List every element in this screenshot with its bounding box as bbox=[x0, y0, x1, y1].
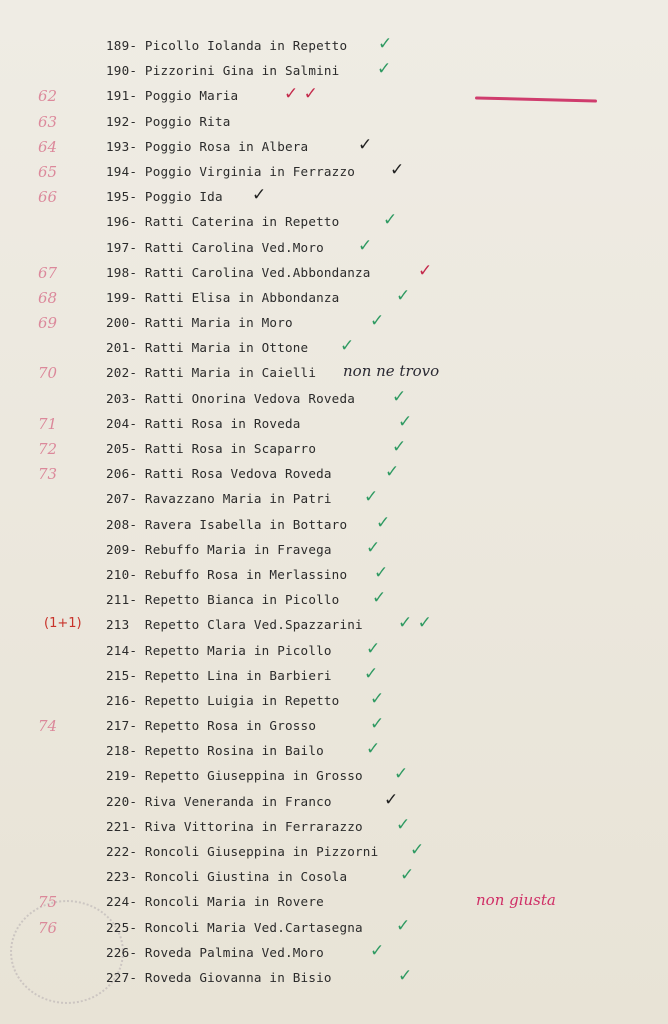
checkmark-icon: ✓ bbox=[398, 965, 413, 986]
margin-number: 68 bbox=[38, 288, 58, 307]
list-item bbox=[0, 512, 668, 540]
margin-number: 76 bbox=[38, 918, 58, 937]
checkmark-icon: ✓ bbox=[384, 789, 399, 810]
list-item bbox=[0, 867, 668, 892]
entry-text: 214- Repetto Maria in Picollo bbox=[106, 642, 332, 658]
list-item bbox=[0, 741, 668, 766]
margin-number: 67 bbox=[38, 263, 58, 282]
entry-text: 222- Roncoli Giuseppina in Pizzorni bbox=[106, 844, 379, 859]
entry-text: 216- Repetto Luigia in Repetto bbox=[106, 692, 340, 708]
checkmark-icon: ✓ bbox=[385, 462, 400, 483]
list-item bbox=[0, 134, 668, 162]
entry-text: 226- Roveda Palmina Ved.Moro bbox=[106, 944, 324, 960]
list-item bbox=[0, 940, 668, 968]
list-item bbox=[0, 842, 668, 867]
list-item bbox=[0, 590, 668, 615]
checkmark-icon: ✓ bbox=[366, 537, 381, 558]
entry-text: 192- Poggio Rita bbox=[106, 113, 231, 129]
list-item bbox=[0, 537, 668, 565]
entry-text: 199- Ratti Elisa in Abbondanza bbox=[106, 289, 340, 305]
strike-line bbox=[475, 97, 597, 103]
list-item bbox=[0, 260, 668, 288]
entry-text: 215- Repetto Lina in Barbieri bbox=[106, 667, 332, 683]
checkmark-icon: ✓ bbox=[377, 59, 392, 80]
entry-text: 221- Riva Vittorina in Ferrarazzo bbox=[106, 818, 363, 834]
checkmark-icon: ✓ bbox=[418, 260, 433, 281]
entry-text: 198- Ratti Carolina Ved.Abbondanza bbox=[106, 264, 371, 280]
list-item bbox=[0, 313, 668, 338]
checkmark-icon: ✓ bbox=[390, 159, 405, 180]
checkmark-icon: ✓ bbox=[376, 512, 391, 533]
entry-text: 213 Repetto Clara Ved.Spazzarini bbox=[106, 617, 363, 633]
list-item bbox=[0, 464, 668, 489]
margin-number: 71 bbox=[38, 414, 58, 433]
entry-text: 218- Repetto Rosina in Bailo bbox=[106, 743, 324, 759]
checkmark-icon: ✓ bbox=[396, 915, 411, 936]
entry-text: 207- Ravazzano Maria in Patri bbox=[106, 491, 332, 507]
entry-text: 194- Poggio Virginia in Ferrazzo bbox=[106, 163, 356, 179]
checkmark-icon: ✓ bbox=[396, 814, 411, 835]
checkmark-icon: ✓ bbox=[392, 437, 407, 457]
list-item bbox=[0, 615, 668, 640]
checkmark-icon: ✓ bbox=[378, 34, 393, 54]
entry-text: 195- Poggio Ida bbox=[106, 189, 223, 205]
margin-number: 65 bbox=[38, 162, 58, 181]
margin-number: 62 bbox=[38, 87, 58, 106]
margin-number: 66 bbox=[38, 188, 58, 207]
list-item bbox=[0, 386, 668, 414]
entry-text: 189- Picollo Iolanda in Repetto bbox=[106, 38, 348, 53]
list-item bbox=[0, 439, 668, 464]
checkmark-icon: ✓ bbox=[370, 688, 385, 709]
list-item bbox=[0, 36, 668, 61]
entry-text: 223- Roncoli Giustina in Cosola bbox=[106, 869, 348, 885]
checkmark-icon: ✓ bbox=[410, 840, 425, 860]
margin-number: 74 bbox=[38, 717, 58, 736]
checkmark-icon: ✓ bbox=[392, 386, 407, 407]
list-item bbox=[0, 638, 668, 666]
entry-text: 209- Rebuffo Maria in Fravega bbox=[106, 541, 332, 557]
entry-text: 206- Ratti Rosa Vedova Roveda bbox=[106, 466, 332, 482]
checkmark-icon: ✓ bbox=[364, 487, 379, 508]
entry-text: 196- Ratti Caterina in Repetto bbox=[106, 214, 340, 230]
list-item bbox=[0, 159, 668, 187]
entry-text: 210- Rebuffo Rosa in Merlassino bbox=[106, 566, 348, 582]
list-item bbox=[0, 187, 668, 212]
name-list bbox=[0, 36, 668, 993]
margin-number: 73 bbox=[38, 465, 58, 484]
checkmark-icon: ✓ bbox=[366, 739, 381, 760]
checkmark-icon: ✓ bbox=[383, 210, 398, 231]
list-item bbox=[0, 235, 668, 263]
checkmark-icon: ✓ bbox=[370, 714, 385, 735]
checkmark-icon: ✓ ✓ bbox=[284, 84, 318, 105]
list-item bbox=[0, 86, 668, 111]
list-item bbox=[0, 411, 668, 439]
list-item bbox=[0, 112, 668, 137]
entry-text: 208- Ravera Isabella in Bottaro bbox=[106, 516, 348, 532]
checkmark-icon: ✓ bbox=[398, 411, 413, 432]
list-item bbox=[0, 789, 668, 817]
entry-text: 200- Ratti Maria in Moro bbox=[106, 315, 293, 331]
list-item bbox=[0, 965, 668, 993]
checkmark-icon: ✓ bbox=[340, 336, 355, 357]
margin-number: 70 bbox=[38, 364, 58, 383]
entry-text: 227- Roveda Giovanna in Bisio bbox=[106, 969, 332, 985]
checkmark-icon: ✓ bbox=[374, 562, 389, 583]
margin-number: 64 bbox=[38, 137, 58, 156]
checkmark-icon: ✓ bbox=[396, 285, 411, 306]
entry-text: 204- Ratti Rosa in Roveda bbox=[106, 415, 301, 431]
entry-text: 202- Ratti Maria in Caielli bbox=[106, 365, 317, 381]
checkmark-icon: ✓ bbox=[370, 311, 385, 332]
margin-number: 72 bbox=[38, 440, 58, 458]
list-item bbox=[0, 562, 668, 590]
list-item bbox=[0, 892, 668, 917]
list-item bbox=[0, 814, 668, 842]
entry-text: 224- Roncoli Maria in Rovere bbox=[106, 894, 324, 910]
checkmark-icon: ✓ bbox=[252, 185, 267, 206]
list-item bbox=[0, 766, 668, 791]
list-item bbox=[0, 212, 668, 237]
entry-text: 191- Poggio Maria bbox=[106, 88, 239, 104]
entry-text: 190- Pizzorini Gina in Salmini bbox=[106, 63, 340, 79]
checkmark-icon: ✓ bbox=[366, 638, 381, 659]
checkmark-icon: ✓ bbox=[400, 865, 415, 886]
list-item bbox=[0, 915, 668, 943]
list-item bbox=[0, 338, 668, 363]
entry-text: 197- Ratti Carolina Ved.Moro bbox=[106, 239, 324, 255]
checkmark-icon: ✓ bbox=[394, 764, 409, 785]
checkmark-icon: ✓ ✓ bbox=[398, 613, 432, 634]
entry-text: 225- Roncoli Maria Ved.Cartasegna bbox=[106, 919, 363, 935]
entry-text: 203- Ratti Onorina Vedova Roveda bbox=[106, 390, 356, 406]
checkmark-icon: ✓ bbox=[358, 134, 373, 155]
list-item bbox=[0, 363, 668, 388]
checkmark-icon: ✓ bbox=[364, 663, 379, 684]
entry-text: 205- Ratti Rosa in Scaparro bbox=[106, 441, 317, 456]
handwritten-note: non ne trovo bbox=[343, 362, 440, 381]
list-item bbox=[0, 688, 668, 716]
checkmark-icon: ✓ bbox=[372, 588, 387, 609]
entry-text: 211- Repetto Bianca in Picollo bbox=[106, 592, 340, 608]
list-item bbox=[0, 61, 668, 86]
handwritten-note: non giusta bbox=[476, 891, 556, 910]
list-item bbox=[0, 716, 668, 741]
entry-text: 220- Riva Veneranda in Franco bbox=[106, 793, 332, 809]
margin-number: 75 bbox=[38, 893, 58, 912]
margin-number: (1+1) bbox=[44, 616, 82, 632]
margin-number: 63 bbox=[38, 112, 58, 131]
margin-number: 69 bbox=[38, 314, 58, 333]
checkmark-icon: ✓ bbox=[358, 235, 373, 256]
list-item bbox=[0, 285, 668, 313]
checkmark-icon: ✓ bbox=[370, 940, 385, 961]
list-item bbox=[0, 489, 668, 514]
entry-text: 193- Poggio Rosa in Albera bbox=[106, 138, 309, 154]
entry-text: 219- Repetto Giuseppina in Grosso bbox=[106, 768, 363, 784]
entry-text: 201- Ratti Maria in Ottone bbox=[106, 340, 309, 356]
entry-text: 217- Repetto Rosa in Grosso bbox=[106, 718, 317, 734]
list-item bbox=[0, 663, 668, 691]
